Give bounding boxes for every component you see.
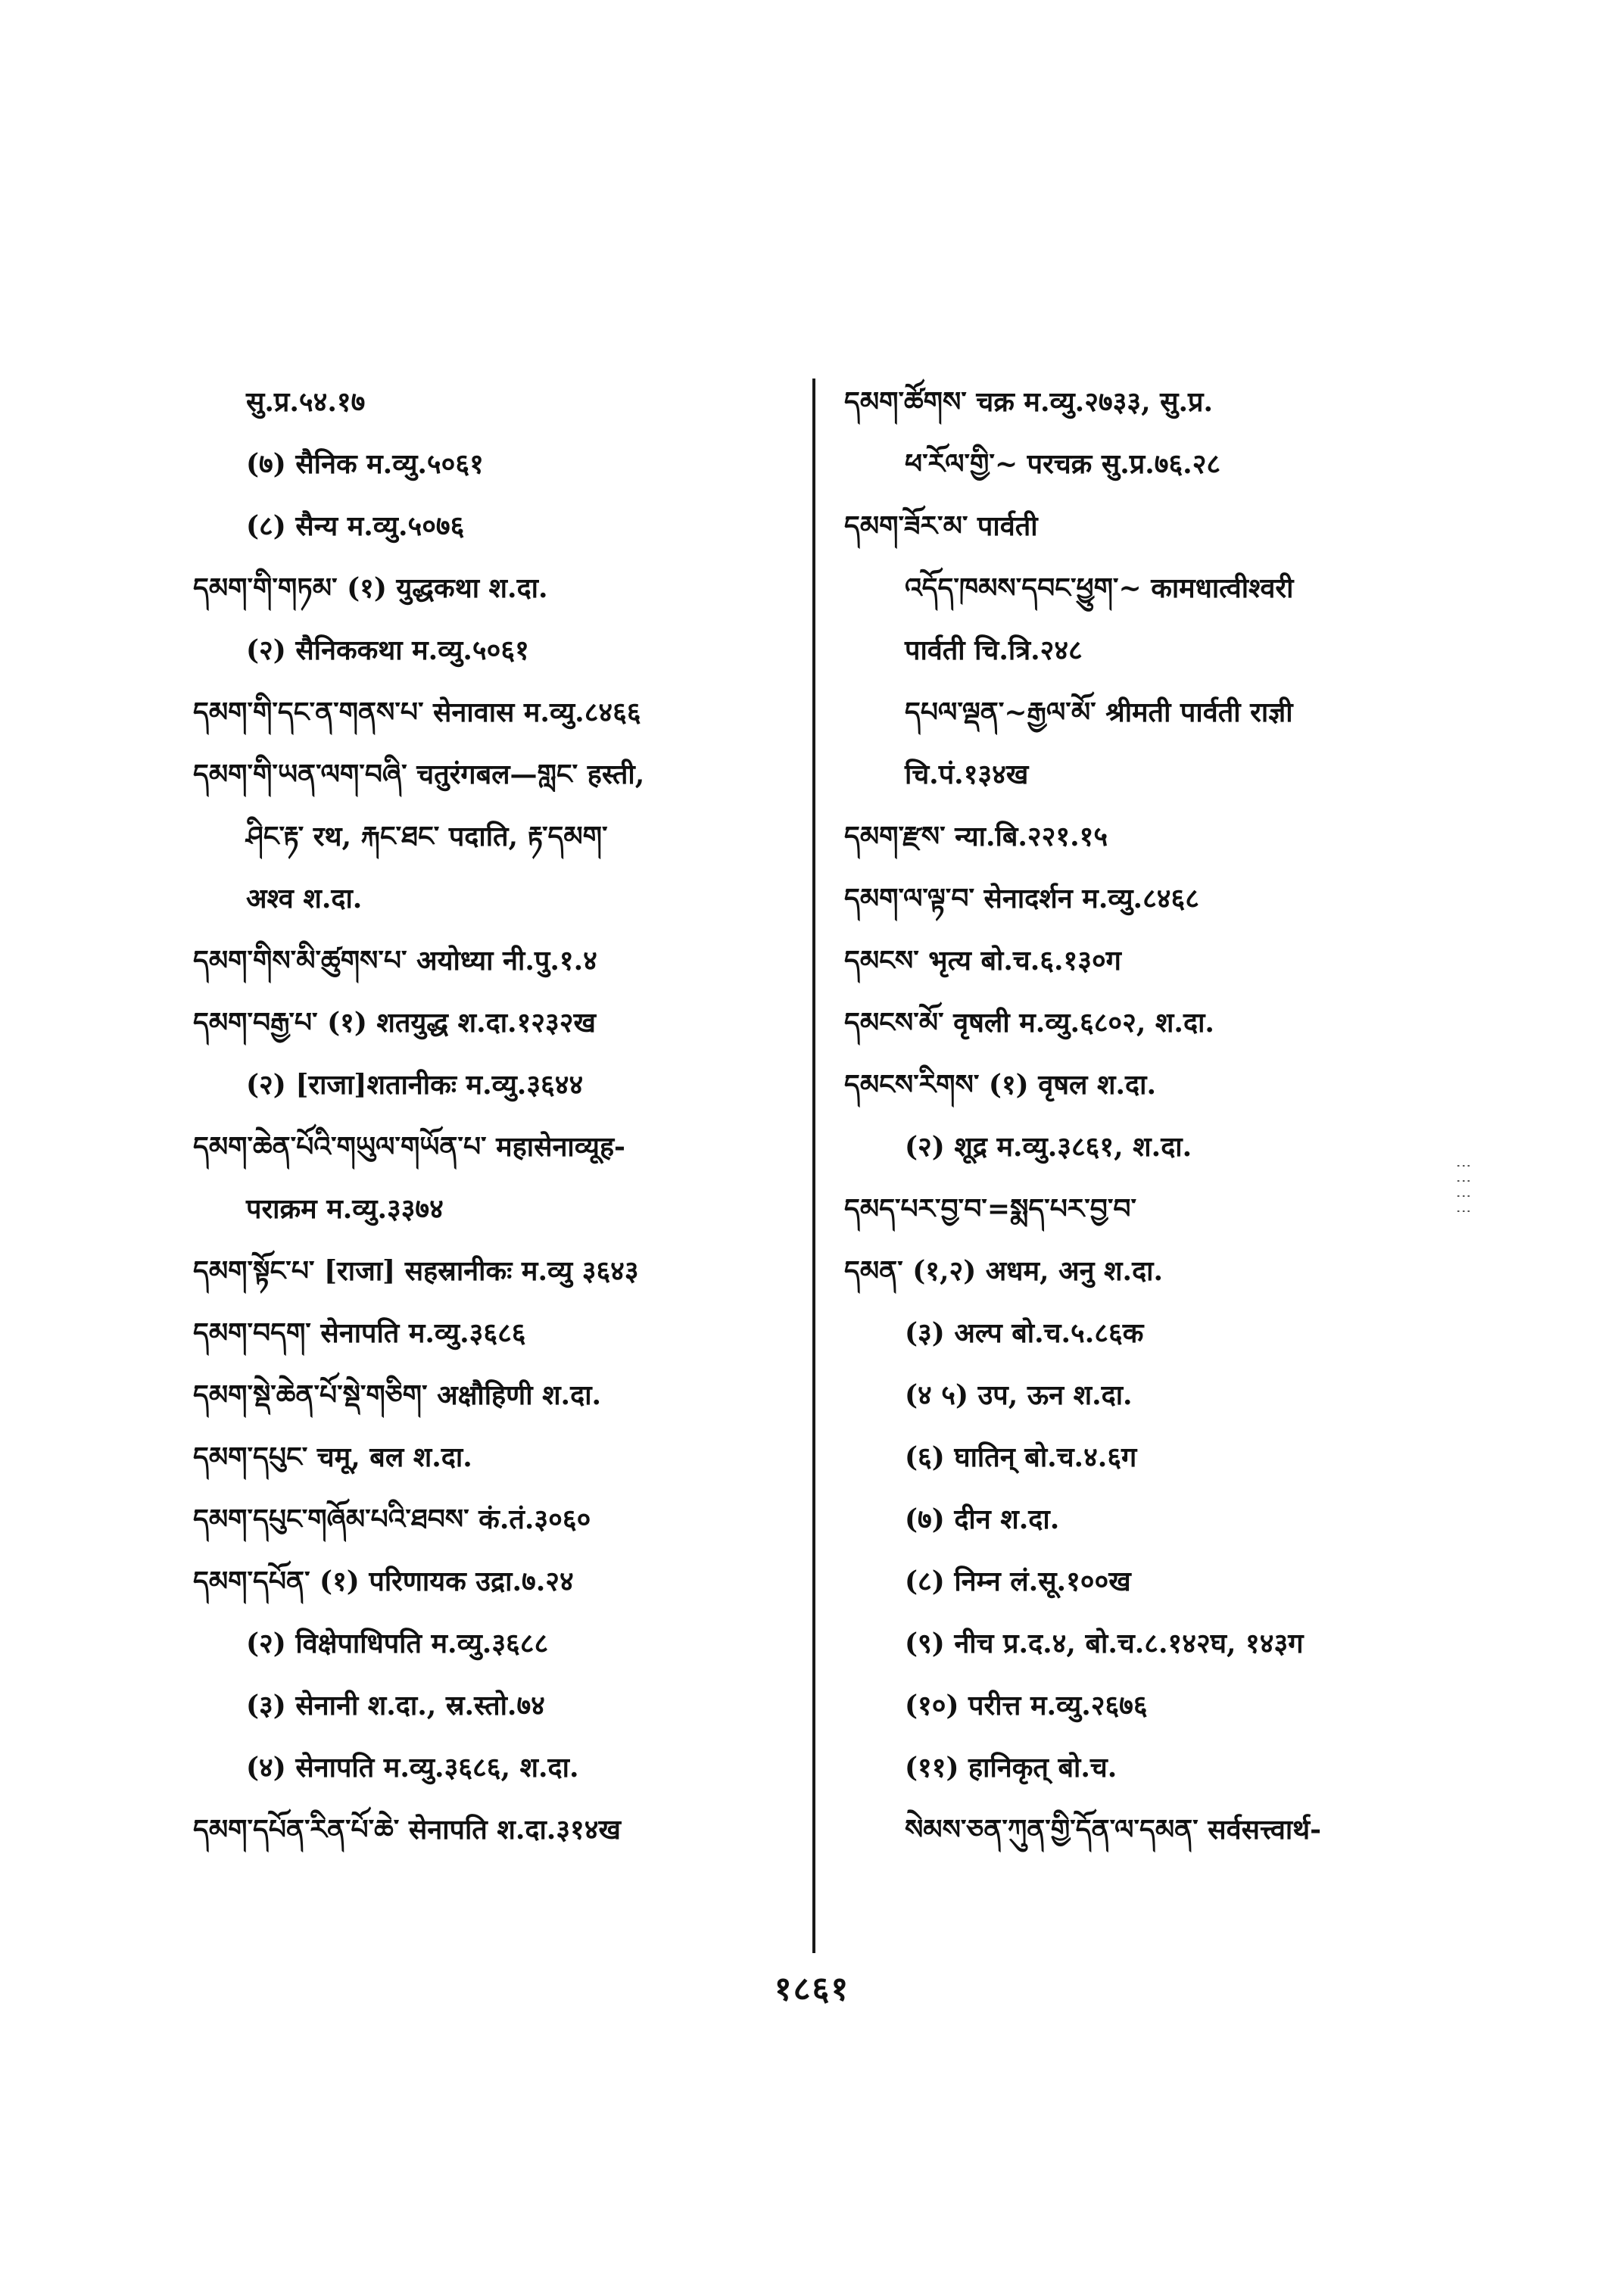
entry-line: पार्वती चि.त्रि.२४८ xyxy=(905,634,1083,666)
entry-line: (२) शूद्र म.व्यु.३८६१, श.दा. xyxy=(905,1131,1192,1163)
entry-line: དམངས་ भृत्य बो.च.६.१३०ग xyxy=(844,945,1121,977)
entry-line: དམག་དཔོན་ (१) परिणायक उद्रा.७.२४ xyxy=(193,1566,574,1597)
page-number: १८६१ xyxy=(774,1970,850,2008)
entry-line: (२) विक्षेपाधिपति म.व्यु.३६८८ xyxy=(246,1628,549,1659)
entry-line: དམན་ (१,२) अधम, अनु श.दा. xyxy=(844,1255,1164,1287)
entry-line: སེམས་ཅན་ཀུན་གྱི་དོན་ལ་དམན་ सर्वसत्त्वार्थ- xyxy=(905,1814,1322,1846)
entry-line: དམག་ཚོགས་ चक्र म.व्यु.२७३३, सु.प्र. xyxy=(844,386,1214,418)
entry-line: དམག་དཔུང་གཞོམ་པའི་ཐབས་ कं.तं.३०६० xyxy=(193,1503,591,1535)
entry-line: དམག་སྡེ་ཆེན་པོ་སྡེ་གཅིག་ अक्षौहिणी श.दा. xyxy=(193,1379,602,1411)
entry-line: དམག་གི་གཏམ་ (१) युद्धकथा श.दा. xyxy=(193,572,548,604)
entry-line: དམག་དཔུང་ चमू, बल श.दा. xyxy=(193,1441,472,1473)
entry-line: དམག་སྟོང་པ་ [राजा] सहस्रानीकः म.व्यु ३६४३ xyxy=(193,1255,639,1287)
entry-line: དམག་ཆེན་པོའི་གཡུལ་གཡོན་པ་ महासेनाव्यूह- xyxy=(193,1131,626,1163)
entry-line: (३) सेनानी श.दा., स्र.स्तो.७४ xyxy=(246,1690,545,1721)
entry-line: ཤིང་རྟ་ रथ, རྐང་ཐང་ पदाति, རྟ་དམག་ xyxy=(246,821,608,852)
entry-line: (२) सैनिककथा म.व्यु.५०६१ xyxy=(246,634,529,666)
entry-line: འདོད་ཁམས་དབང་ཕྱུག་~ कामधात्वीश्वरी xyxy=(905,572,1294,604)
entry-line: དམངས་མོ་ वृषली म.व्यु.६८०२, श.दा. xyxy=(844,1007,1214,1039)
entry-line: पराक्रम म.व्यु.३३७४ xyxy=(246,1193,444,1225)
column-divider xyxy=(812,379,815,1953)
entry-line: (२) [राजा]शतानीकः म.व्यु.३६४४ xyxy=(246,1069,584,1101)
entry-line: (१०) परीत्त म.व्यु.२६७६ xyxy=(905,1690,1148,1721)
entry-line: ཕ་རོལ་གྱི་~ परचक्र सु.प्र.७६.२८ xyxy=(905,448,1221,480)
entry-line: सु.प्र.५४.१७ xyxy=(246,386,366,418)
entry-line: དམག་གི་ཡན་ལག་བཞི་ चतुरंगबल—གླང་ हस्ती, xyxy=(193,759,645,790)
entry-line: དམག་ཟོར་མ་ पार्वती xyxy=(844,510,1038,542)
entry-line: དམག་རྫས་ न्या.बि.२२१.१५ xyxy=(844,821,1108,852)
entry-line: (४) सेनापति म.व्यु.३६८६, श.दा. xyxy=(246,1752,579,1784)
entry-line: (८) निम्न लं.सू.१००ख xyxy=(905,1566,1131,1597)
entry-line: དམག་དཔོན་རིན་པོ་ཆེ་ सेनापति श.दा.३१४ख xyxy=(193,1814,621,1846)
left-column xyxy=(193,371,814,1861)
entry-line: अश्व श.दा. xyxy=(246,883,363,914)
right-column xyxy=(844,371,1473,1861)
entry-line: चि.पं.१३४ख xyxy=(905,759,1029,790)
entry-line: (३) अल्प बो.च.५.८६क xyxy=(905,1317,1144,1349)
entry-line: (११) हानिकृत् बो.च. xyxy=(905,1752,1117,1784)
entry-line: དཔལ་ལྡན་~རྒྱལ་མོ་ श्रीमती पार्वती राज्ञी xyxy=(905,696,1293,728)
entry-line: (७) दीन श.दा. xyxy=(905,1503,1060,1535)
entry-line: (४ ५) उप, ऊन श.दा. xyxy=(905,1379,1133,1411)
entry-line: (८) सैन्य म.व्यु.५०७६ xyxy=(246,510,465,542)
entry-line: དམད་པར་བྱ་བ་=སྨད་པར་བྱ་བ་ xyxy=(844,1193,1137,1225)
entry-line: དམག་བརྒྱ་པ་ (१) शतयुद्ध श.दा.१२३२ख xyxy=(193,1007,596,1039)
entry-line: དམག་བདག་ सेनापति म.व्यु.३६८६ xyxy=(193,1317,526,1349)
entry-line: དམག་གི་དང་ན་གནས་པ་ सेनावास म.व्यु.८४६६ xyxy=(193,696,641,728)
entry-line: (९) नीच प्र.द.४, बो.च.८.१४२घ, १४३ग xyxy=(905,1628,1304,1659)
entry-line: དམངས་རིགས་ (१) वृषल श.दा. xyxy=(844,1069,1156,1101)
entry-line: (६) घातिन् बो.च.४.६ग xyxy=(905,1441,1137,1473)
entry-line: དམག་གིས་མི་ཚུགས་པ་ अयोध्या नी.पु.१.४ xyxy=(193,945,597,977)
entry-line: དམག་ལ་ལྟ་བ་ सेनादर्शन म.व्यु.८४६८ xyxy=(844,883,1199,914)
entry-line: (७) सैनिक म.व्यु.५०६१ xyxy=(246,448,484,480)
margin-marks: ⋮⋮⋮⋮ xyxy=(1455,1158,1473,1219)
